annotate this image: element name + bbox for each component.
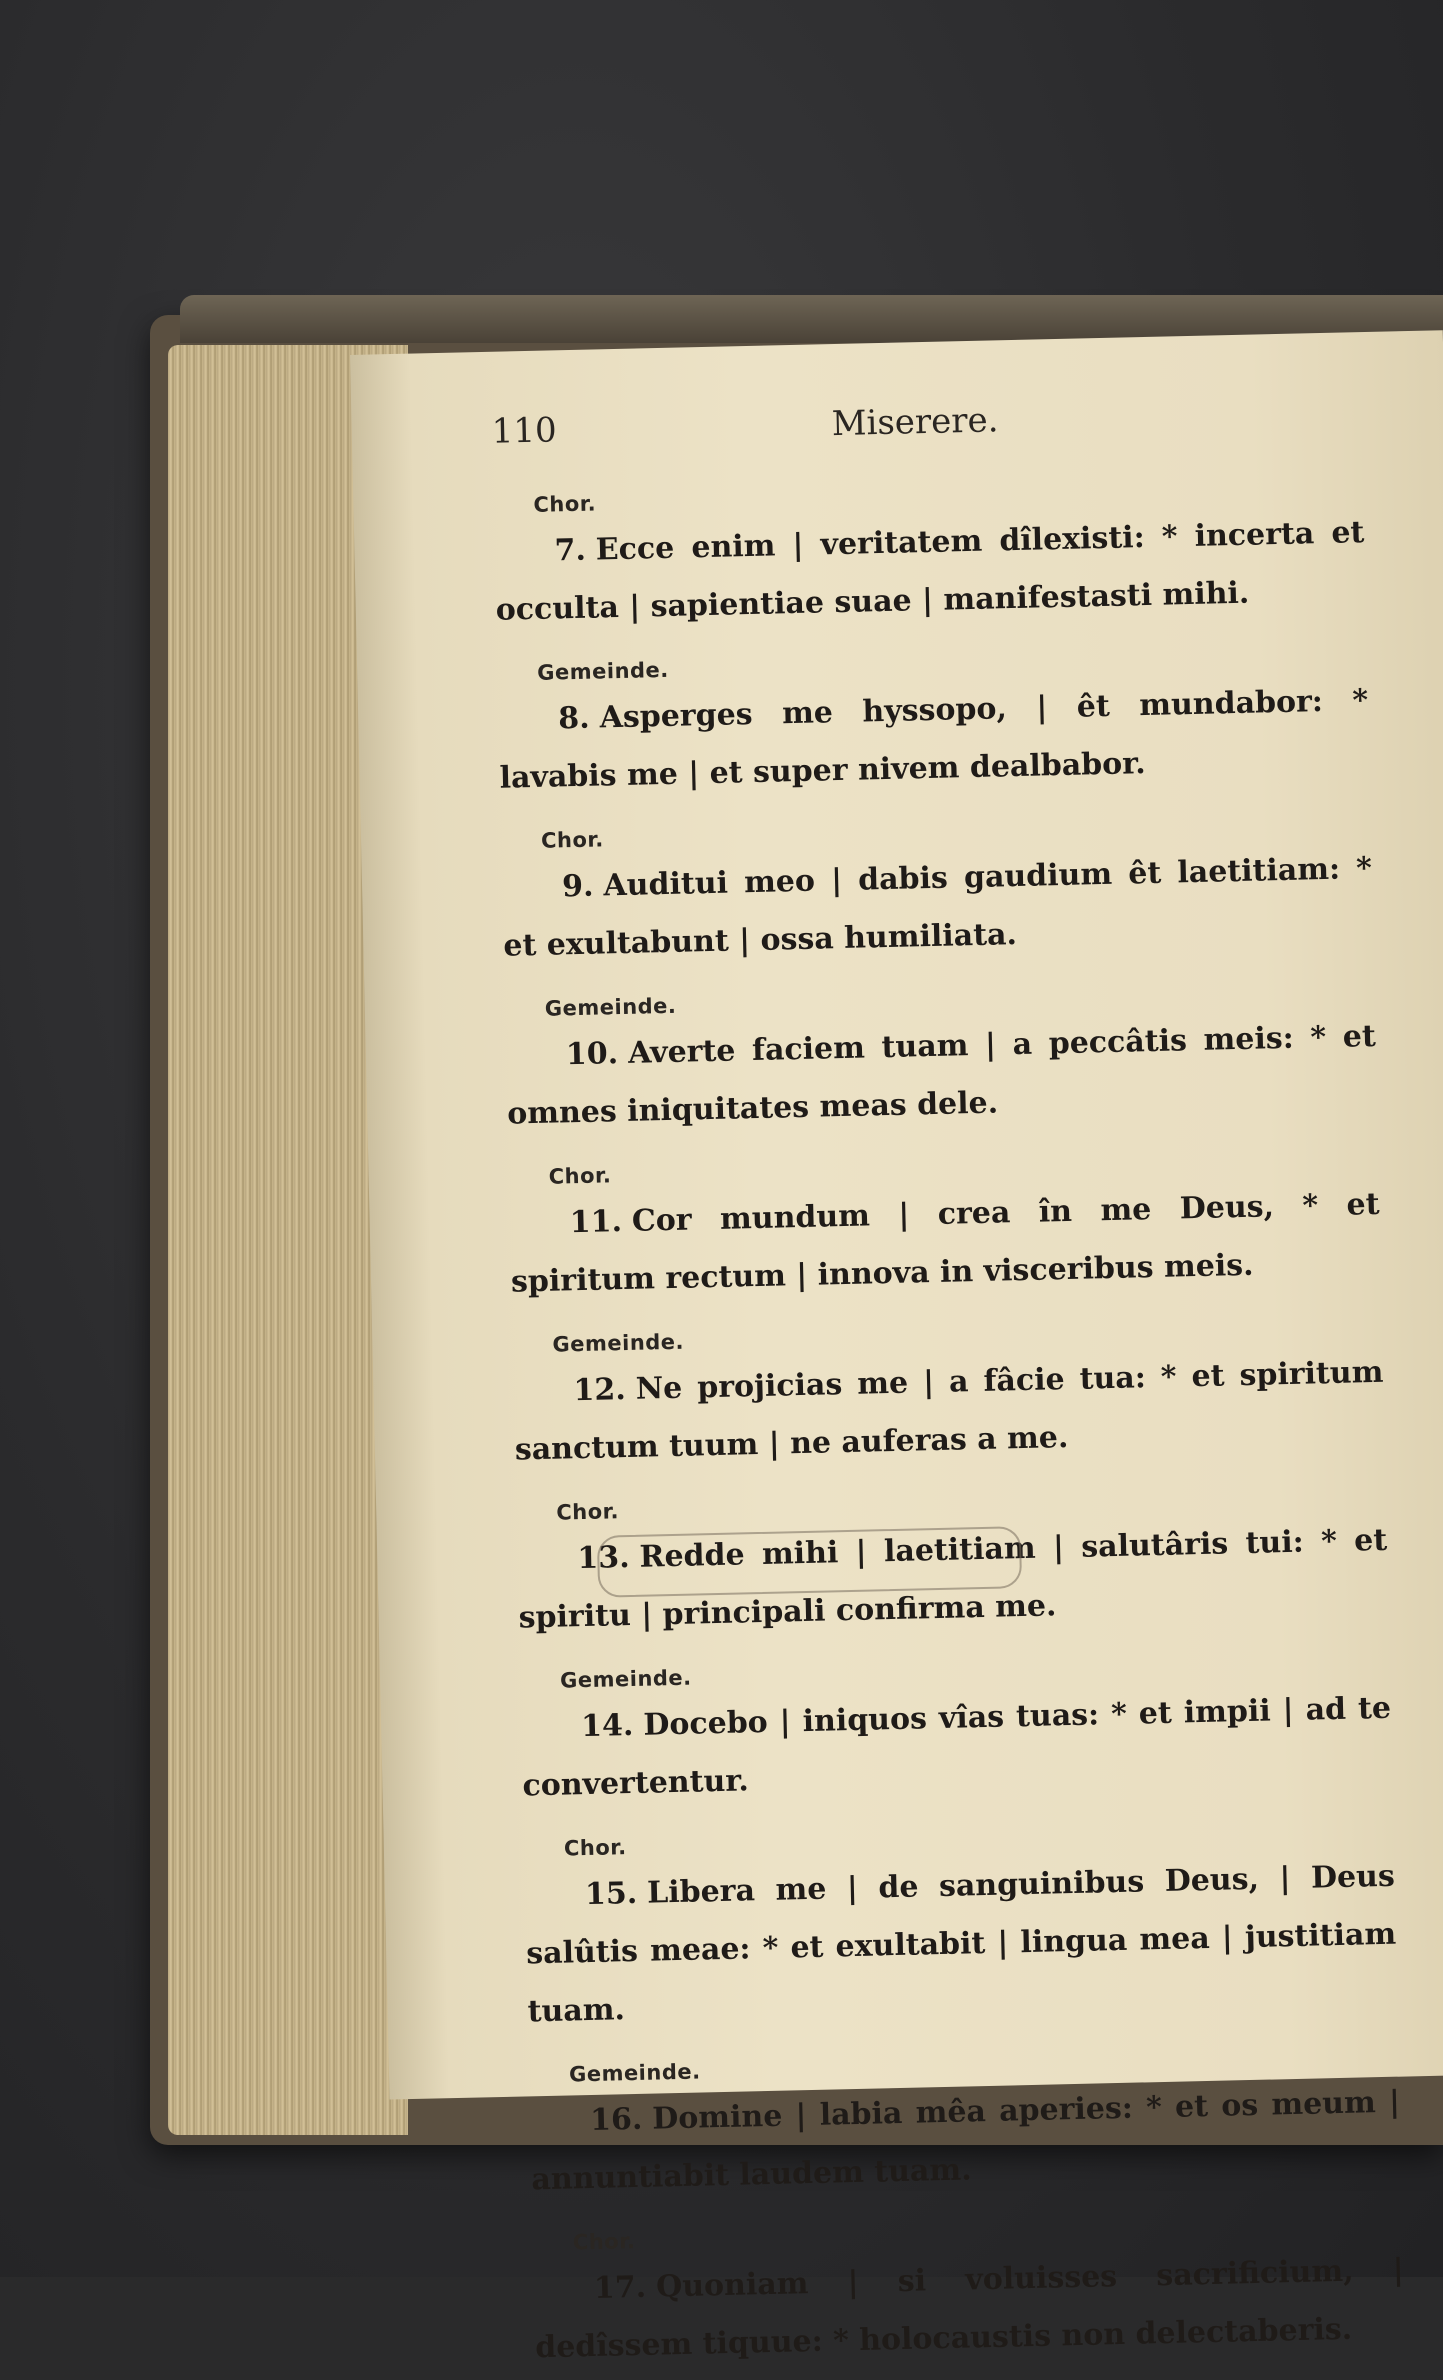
verse-number: 11.: [569, 1204, 623, 1241]
verse-block: [516, 1482, 1389, 1648]
verse-text: Redde mihi | laetitiam | salutâris tui: * et spiritu | principali confirma me.: [518, 1522, 1388, 1636]
verse-number: 16.: [589, 2101, 643, 2139]
verse-text: Docebo | iniquos vîas tuas: * et impii | ad te convertentur.: [522, 1690, 1392, 1804]
speaker-label: Chor.: [563, 1835, 627, 1861]
verse-number: 13.: [576, 1539, 630, 1577]
verse: [524, 1848, 1398, 2042]
speaker-label: Chor.: [540, 827, 604, 853]
verse: [505, 1008, 1377, 1144]
verse-number: 15.: [584, 1875, 638, 1913]
verse-block: [529, 2044, 1402, 2210]
page-content: [491, 392, 1405, 2377]
verse-block: [512, 1314, 1385, 1480]
verse: [529, 2074, 1401, 2210]
verse: [498, 672, 1370, 808]
speaker-label: Chor.: [556, 1499, 620, 1525]
speaker-label: Gemeinde.: [536, 657, 670, 685]
verse-text: Ne projicias me | a fâcie tua: * et spiritum sanctum tuum | ne auferas a me.: [514, 1354, 1384, 1468]
verse: [521, 1680, 1393, 1816]
speaker-label: Gemeinde.: [552, 1329, 685, 1357]
verse-text: Cor mundum | crea în me Deus, * et spiritum rectum | innova in visceribus meis.: [510, 1186, 1380, 1300]
speaker-label: Gemeinde.: [559, 1665, 692, 1693]
verse: [513, 1344, 1385, 1480]
open-book: [150, 295, 1443, 2366]
verse-text: Asperges me hyssopo, | êt mundabor: * lavabis me | et super nivem dealbabor.: [499, 682, 1369, 796]
verse-text: Auditui meo | dabis gaudium êt laetitiam: * et exultabunt | ossa humiliata.: [503, 850, 1373, 964]
speaker-label: Chor.: [533, 491, 597, 517]
verse-block: [493, 474, 1366, 640]
verse: [509, 1176, 1381, 1312]
speaker-label: Chor.: [548, 1163, 612, 1189]
verse-number: 12.: [573, 1372, 627, 1409]
verse: [533, 2242, 1405, 2378]
verse-number: 8.: [557, 700, 591, 737]
verse-block: [520, 1650, 1393, 1816]
speaker-label: Gemeinde.: [568, 2059, 701, 2087]
speaker-label: Gemeinde.: [544, 993, 677, 1021]
pencil-circle-mark: [597, 1526, 1022, 1598]
verse-block: [508, 1146, 1381, 1312]
speaker-label: Chor.: [572, 2229, 636, 2255]
verse-number: 7.: [554, 532, 587, 569]
verse-number: 10.: [565, 1036, 619, 1073]
verse-block: [533, 2212, 1406, 2378]
verse-number: 14.: [580, 1707, 634, 1745]
verse-text: Libera me | de sanguinibus Deus, | Deus salûtis meae: * et exultabit | lingua mea | justitiam tuam.: [525, 1858, 1397, 2030]
verse-text: Domine | labia mêa aperies: * et os meum | annuntiabit laudem tuam.: [531, 2084, 1401, 2198]
verse-text: Quoniam | si voluisses sacrificium, | dedîssem tiquue: * holocaustis non delectaberis.: [534, 2252, 1405, 2366]
verse-text: Averte faciem tuam | a peccâtis meis: * et omnes iniquitates meas dele.: [506, 1018, 1377, 1132]
verse-number: 9.: [561, 868, 594, 905]
book-page: [350, 330, 1443, 2366]
verse-text: Ecce enim | veritatem dîlexisti: * incerta et occulta | sapientiae suae | manifestasti mihi.: [495, 515, 1365, 628]
running-title: Miserere.: [831, 400, 999, 445]
verse-block: [501, 810, 1374, 976]
verse-number: 17.: [593, 2269, 647, 2306]
verse-block: [524, 1818, 1398, 2042]
verse-block: [505, 978, 1378, 1144]
page-header: [491, 392, 1362, 472]
page-number: 110: [491, 410, 558, 452]
verse: [501, 840, 1373, 976]
verse: [494, 504, 1366, 640]
verse-block: [497, 642, 1370, 808]
